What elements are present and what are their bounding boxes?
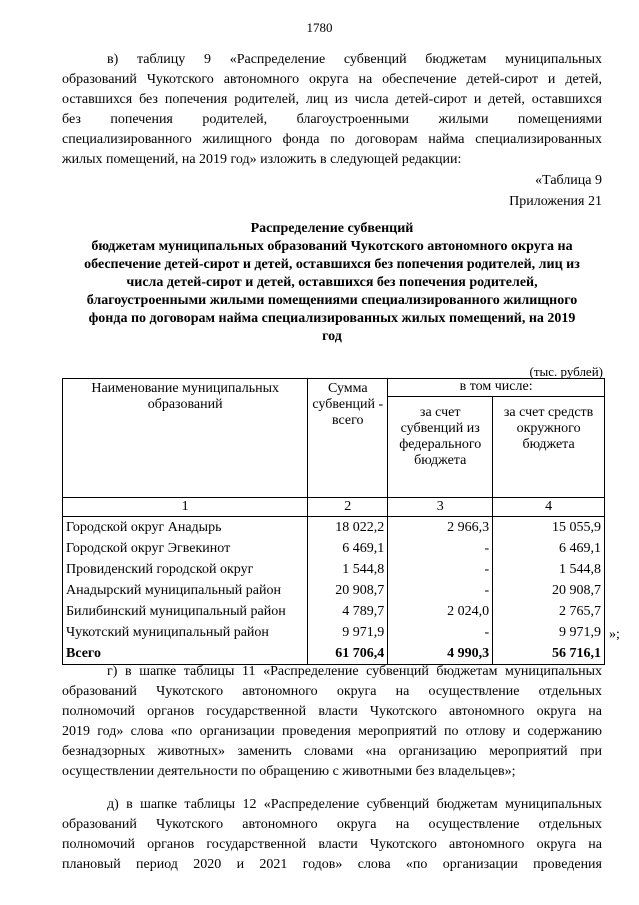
row-name: Провиденский городской округ: [63, 559, 308, 580]
row-federal: -: [388, 580, 493, 601]
table-row: [63, 580, 605, 601]
row-name: Чукотский муниципальный район: [63, 622, 308, 643]
row-federal: 2 024,0: [388, 601, 493, 622]
row-total: 18 022,2: [308, 517, 388, 539]
column-index: 4: [493, 498, 605, 517]
row-federal: -: [388, 622, 493, 643]
row-federal: 2 966,3: [388, 517, 493, 539]
row-total: 9 971,9: [308, 622, 388, 643]
title-line: Распределение субвенций: [250, 221, 414, 236]
table-reference: [509, 170, 602, 212]
row-total: 6 469,1: [308, 538, 388, 559]
row-federal: -: [388, 538, 493, 559]
header-including: в том числе:: [388, 379, 605, 397]
page-number: 1780: [306, 20, 333, 35]
paragraph-line: д) в шапке таблицы 12 «Распределение субвенций бюджетам муниципальных: [107, 797, 602, 812]
row-total: 4 789,7: [308, 601, 388, 622]
paragraph-line: образований Чукотского автономного округа на осуществление отдельных: [62, 817, 602, 832]
row-district: 2 765,7: [493, 601, 605, 622]
column-index: 2: [308, 498, 388, 517]
row-name: Анадырский муниципальный район: [63, 580, 308, 601]
row-district: 15 055,9: [493, 517, 605, 539]
column-index: 1: [63, 498, 308, 517]
paragraph-g: [62, 662, 602, 782]
paragraph-line: 2019 год» слова «по организации проведения мероприятий по отлову и содержанию: [62, 724, 602, 739]
paragraph-v: [62, 50, 602, 170]
paragraph-line: специализированного жилищного фонда по договорам найма специализированных: [62, 132, 602, 147]
row-federal: -: [388, 559, 493, 580]
title-line: год: [322, 329, 342, 344]
subvention-table: [62, 378, 605, 665]
paragraph-line: оставшихся без попечения родителей, лиц из числа детей-сирот и детей, оставшихся: [62, 92, 602, 107]
header-district: за счет средств окружного бюджета: [493, 397, 605, 498]
row-district: 1 544,8: [493, 559, 605, 580]
total-district: 56 716,1: [493, 643, 605, 665]
paragraph-line: в) таблицу 9 «Распределение субвенций бюджетам муниципальных: [107, 52, 602, 67]
table-row: [63, 559, 605, 580]
table-row: [63, 538, 605, 559]
table-reference-line: «Таблица 9: [535, 173, 602, 188]
paragraph-line: осуществлении деятельности по обращению с животными без владельцев»;: [62, 764, 516, 779]
paragraph-line: плановый период 2020 и 2021 годов» слова «по организации проведения: [62, 857, 602, 872]
table-reference-line: Приложения 21: [509, 194, 602, 209]
row-name: Городской округ Эгвекинот: [63, 538, 308, 559]
paragraph-line: полномочий органов государственной власти Чукотского автономного округа на: [62, 837, 602, 852]
row-name: Билибинский муниципальный район: [63, 601, 308, 622]
table-row: [63, 601, 605, 622]
row-total: 20 908,7: [308, 580, 388, 601]
title-line: благоустроенными жилыми помещениями специализированного жилищного: [86, 293, 578, 308]
paragraph-line: жилых помещений, на 2019 год» изложить в следующей редакции:: [62, 152, 462, 167]
units-label: (тыс. рублей): [529, 364, 603, 379]
total-sum: 61 706,4: [308, 643, 388, 665]
total-name: Всего: [63, 643, 308, 665]
paragraph-line: образований Чукотского автономного округа на осуществление отдельных: [62, 684, 602, 699]
row-district: 20 908,7: [493, 580, 605, 601]
paragraph-line: полномочий органов государственной власти Чукотского автономного округа на: [62, 704, 602, 719]
row-name: Городской округ Анадырь: [63, 517, 308, 539]
row-district: 9 971,9: [493, 622, 605, 643]
table-title: [62, 220, 602, 346]
title-line: обеспечение детей-сирот и детей, оставшихся без попечения родителей, лиц из: [84, 257, 580, 272]
title-line: числа детей-сирот и детей, оставшихся без попечения родителей,: [126, 275, 538, 290]
title-line: бюджетам муниципальных образований Чукотского автономного округа на: [91, 239, 573, 254]
column-index-row: [63, 498, 605, 517]
header-total: Сумма субвенций - всего: [308, 379, 388, 498]
column-index: 3: [388, 498, 493, 517]
row-district: 6 469,1: [493, 538, 605, 559]
paragraph-line: безнадзорных животных» заменить словами «на организацию мероприятий при: [62, 744, 602, 759]
row-total: 1 544,8: [308, 559, 388, 580]
table-row: [63, 517, 605, 539]
paragraph-line: без попечения родителей, благоустроенными жилыми помещениями: [62, 112, 602, 127]
total-federal: 4 990,3: [388, 643, 493, 665]
closing-quote-mark: »;: [609, 627, 620, 642]
header-name: Наименование муниципальных образований: [63, 379, 308, 498]
paragraph-line: г) в шапке таблицы 11 «Распределение субвенций бюджетам муниципальных: [107, 664, 602, 679]
paragraph-line: образований Чукотского автономного округа на обеспечение детей-сирот и детей,: [62, 72, 602, 87]
paragraph-d: [62, 795, 602, 875]
title-line: фонда по договорам найма специализированных жилых помещений, на 2019: [88, 311, 576, 326]
header-federal: за счет субвенций из федерального бюджета: [388, 397, 493, 498]
table-row: [63, 622, 605, 643]
